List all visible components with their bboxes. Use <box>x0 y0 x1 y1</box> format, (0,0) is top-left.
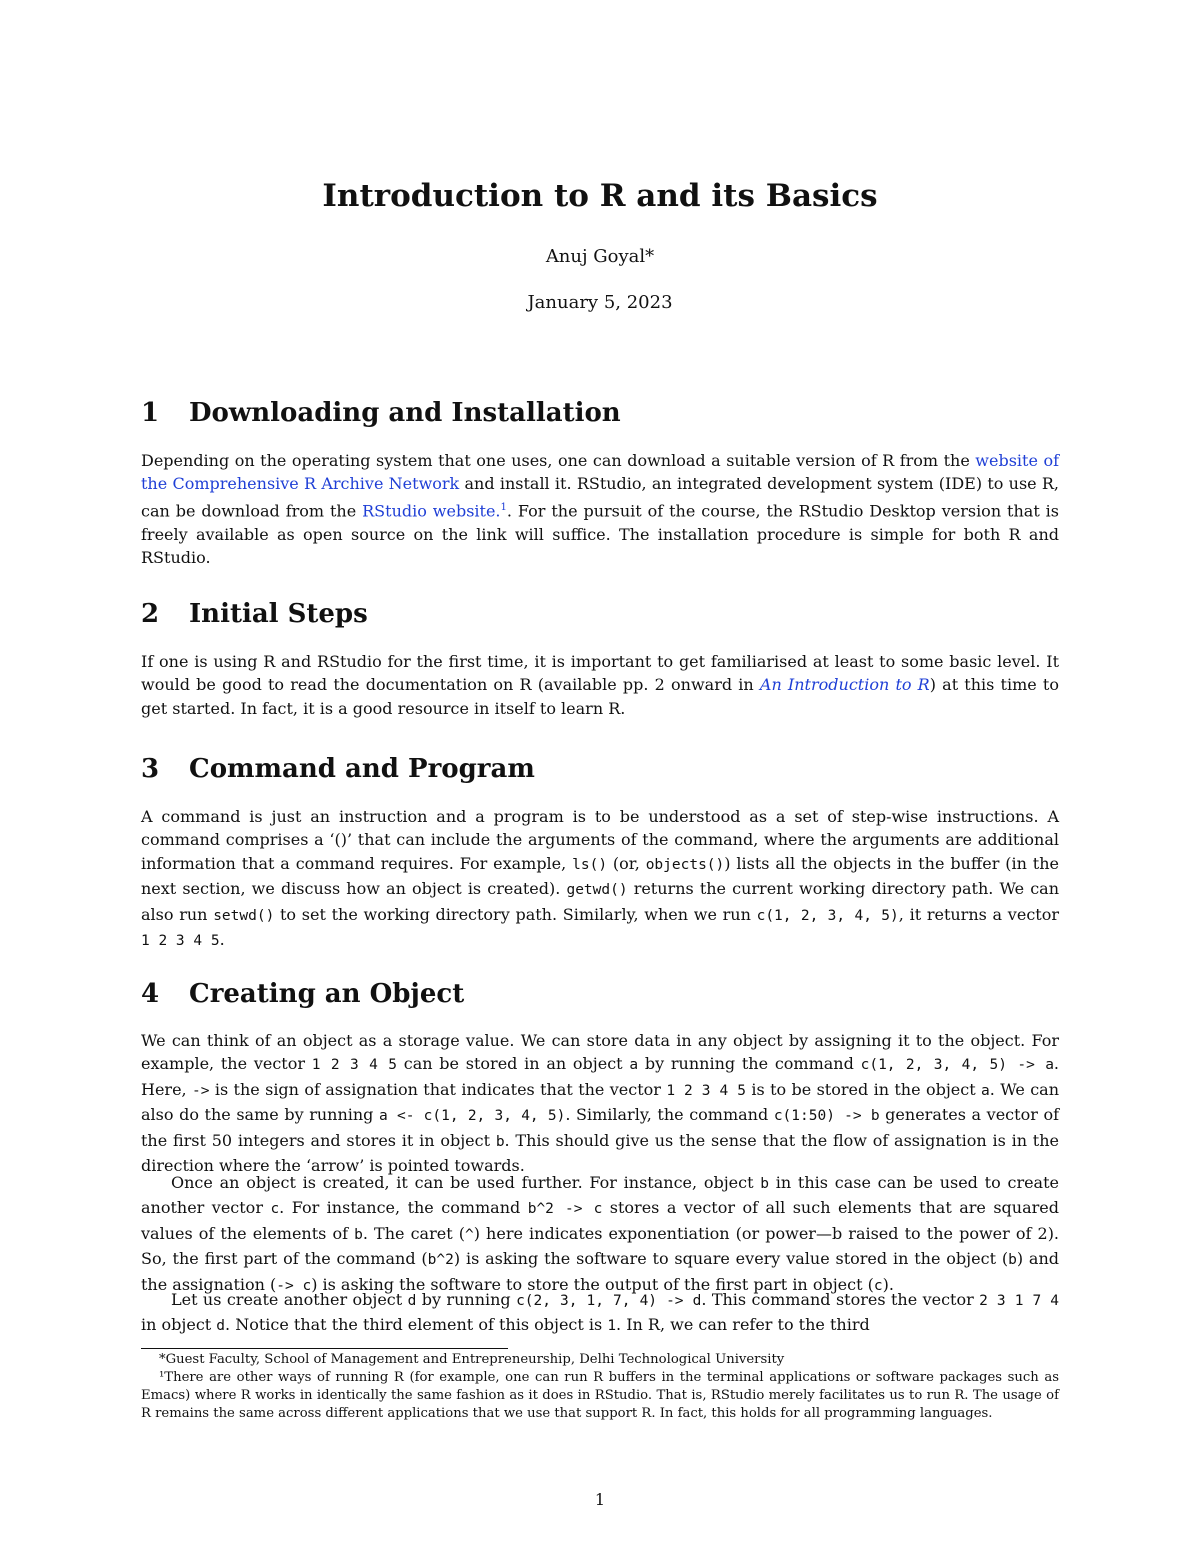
code: ^ <box>464 1226 474 1243</box>
text: . <box>219 930 225 950</box>
section-1-paragraph <box>141 449 1059 569</box>
text: . The caret ( <box>362 1223 465 1243</box>
text: returns the current working directory path. We can also run <box>141 879 1060 924</box>
code: c(2, 3, 1, 7, 4) -> d <box>516 1293 702 1309</box>
text: Let us create another object <box>171 1290 408 1309</box>
text: , it returns a vector <box>898 904 1059 924</box>
section-heading-1 <box>141 398 621 428</box>
code: objects() <box>645 856 725 873</box>
text: . We can also do the same by running <box>141 1079 1060 1125</box>
section-number: 1 <box>141 398 160 428</box>
text: in object <box>141 1315 217 1335</box>
text: ) at this time to get started. In fact, it is a good resource in itself to learn R. <box>141 675 1059 718</box>
text: is to be stored in the object <box>746 1079 982 1099</box>
section-title: Command and Program <box>189 754 535 784</box>
cran-website-link[interactable]: website of the Comprehensive R Archive Network <box>141 451 1059 494</box>
code: b^2 <box>427 1252 454 1269</box>
text: can be stored in an object <box>397 1054 630 1074</box>
code: b <box>1008 1252 1017 1269</box>
text: ). <box>882 1274 894 1294</box>
text: (or, <box>607 853 646 873</box>
code: 1 <box>607 1318 617 1335</box>
section-title: Initial Steps <box>189 599 368 629</box>
code: d <box>216 1318 226 1335</box>
rstudio-website-link[interactable]: RStudio website. <box>362 501 501 521</box>
text: . For instance, the command <box>279 1198 528 1218</box>
code: -> <box>192 1082 210 1099</box>
section-4-paragraph-2 <box>141 1171 1059 1298</box>
section-number: 3 <box>141 754 160 784</box>
paper-date: January 5, 2023 <box>527 292 673 313</box>
footnote-1-ref[interactable]: 1 <box>500 501 507 513</box>
text: to set the working directory path. Similarly, when we run <box>274 904 757 924</box>
text: . Notice that the third element of this object is <box>225 1315 608 1335</box>
code: c <box>270 1201 280 1218</box>
code: c <box>873 1277 883 1294</box>
text: and install it. RStudio, an integrated development system (IDE) to use R, can be download from the <box>141 474 1060 521</box>
text: ) is asking the software to square every value stored in the object ( <box>453 1249 1009 1269</box>
text: . This command stores the vector <box>701 1290 980 1309</box>
text: Once an object is created, it can be used further. For instance, object <box>171 1173 761 1192</box>
section-heading-3 <box>141 754 535 784</box>
text: . This should give us the sense that the flow of assignation is in the direction where the ‘arrow’ is pointed towards. <box>141 1130 1060 1176</box>
footnote-affiliation: *Guest Faculty, School of Management and Entrepreneurship, Delhi Technological University <box>159 1352 785 1367</box>
text: A command is just an instruction and a program is to be understood as a set of step-wise instructions. A command comprises a ‘()’ that can include the arguments of the command, where the arguments are additional information that a command requires. For example, <box>141 807 1059 873</box>
code: a <- c(1, 2, 3, 4, 5) <box>379 1108 566 1125</box>
code: b <box>760 1176 770 1192</box>
code: -> c <box>276 1277 312 1294</box>
text: ) here indicates exponentiation (or power—b raised to the power of 2). So, the first part of the command ( <box>141 1223 1060 1269</box>
text: by running the command <box>638 1054 861 1074</box>
section-title: Downloading and Installation <box>189 398 621 428</box>
code: 1 2 3 4 5 <box>141 933 220 950</box>
section-4-paragraph-1 <box>141 1029 1059 1177</box>
paper-page <box>141 0 1059 1553</box>
text: is the sign of assignation that indicates that the vector <box>209 1079 667 1099</box>
code: getwd() <box>566 882 628 899</box>
text: . Similarly, the command <box>565 1105 774 1125</box>
code: a <box>981 1082 990 1099</box>
text: . Here, <box>141 1054 1060 1099</box>
text: . For the pursuit of the course, the RStudio Desktop version that is freely available as open source on the link will suffice. The installation procedure is simple for both R and RStudio. <box>141 501 1059 567</box>
section-number: 2 <box>141 599 160 629</box>
page-number: 1 <box>594 1490 606 1509</box>
section-title: Creating an Object <box>189 979 465 1009</box>
author-name: Anuj Goyal* <box>545 246 655 267</box>
code: a <box>629 1057 639 1074</box>
text: stores a vector of all such elements that are squared values of the elements of <box>141 1198 1059 1243</box>
text: If one is using R and RStudio for the first time, it is important to get familiarised at least to some basic level. It would be good to read the documentation on R (available pp. 2 onward in <box>141 652 1059 695</box>
code: c(1, 2, 3, 4, 5) <box>756 907 899 924</box>
code: ls() <box>572 856 608 873</box>
text: generates a vector of the first 50 integers and stores it in object <box>141 1105 1060 1150</box>
text: by running <box>416 1290 517 1309</box>
section-heading-2 <box>141 599 368 629</box>
section-2-paragraph <box>141 650 1059 720</box>
code: d <box>407 1293 417 1309</box>
code: b <box>354 1226 363 1243</box>
code: c(1, 2, 3, 4, 5) -> a <box>860 1057 1054 1074</box>
paper-title: Introduction to R and its Basics <box>322 178 878 214</box>
code: b^2 -> c <box>527 1201 603 1218</box>
section-3-paragraph <box>141 805 1059 953</box>
intro-to-r-link[interactable]: An Introduction to R <box>759 675 930 695</box>
text: Depending on the operating system that one uses, one can download a suitable version of R from the <box>141 451 976 470</box>
code: b <box>495 1133 505 1150</box>
footnote-divider <box>141 1348 508 1349</box>
footnote-1: ¹There are other ways of running R (for example, one can run R buffers in the terminal applications or software packages such as Emacs) where R works in identically the same fashion as it does in RStudio. That is, RStudio merely facilitates us to run R. The usage of R remains the same across different applications that we use that support R. In fact, this holds for all programming languages. <box>141 1370 1059 1421</box>
section-number: 4 <box>141 979 160 1009</box>
section-heading-4 <box>141 979 464 1009</box>
text: ) and the assignation ( <box>141 1249 1060 1294</box>
text: in this case can be used to create another vector <box>141 1173 1059 1218</box>
code: 1 2 3 4 5 <box>666 1082 747 1099</box>
code: setwd() <box>213 907 275 924</box>
code: 1 2 3 4 5 <box>311 1057 397 1074</box>
code: 2 3 1 7 4 <box>979 1293 1060 1309</box>
text: . In R, we can refer to the third <box>616 1315 870 1335</box>
text: ) lists all the objects in the buffer (in the next section, we discuss how an object is created). <box>141 853 1059 899</box>
section-4-paragraph-3 <box>141 1288 1059 1339</box>
text: We can think of an object as a storage value. We can store data in any object by assigning it to the object. For example, the vector <box>141 1031 1059 1074</box>
code: c(1:50) -> b <box>773 1108 880 1125</box>
text: ) is asking the software to store the output of the first part in object ( <box>311 1274 874 1294</box>
